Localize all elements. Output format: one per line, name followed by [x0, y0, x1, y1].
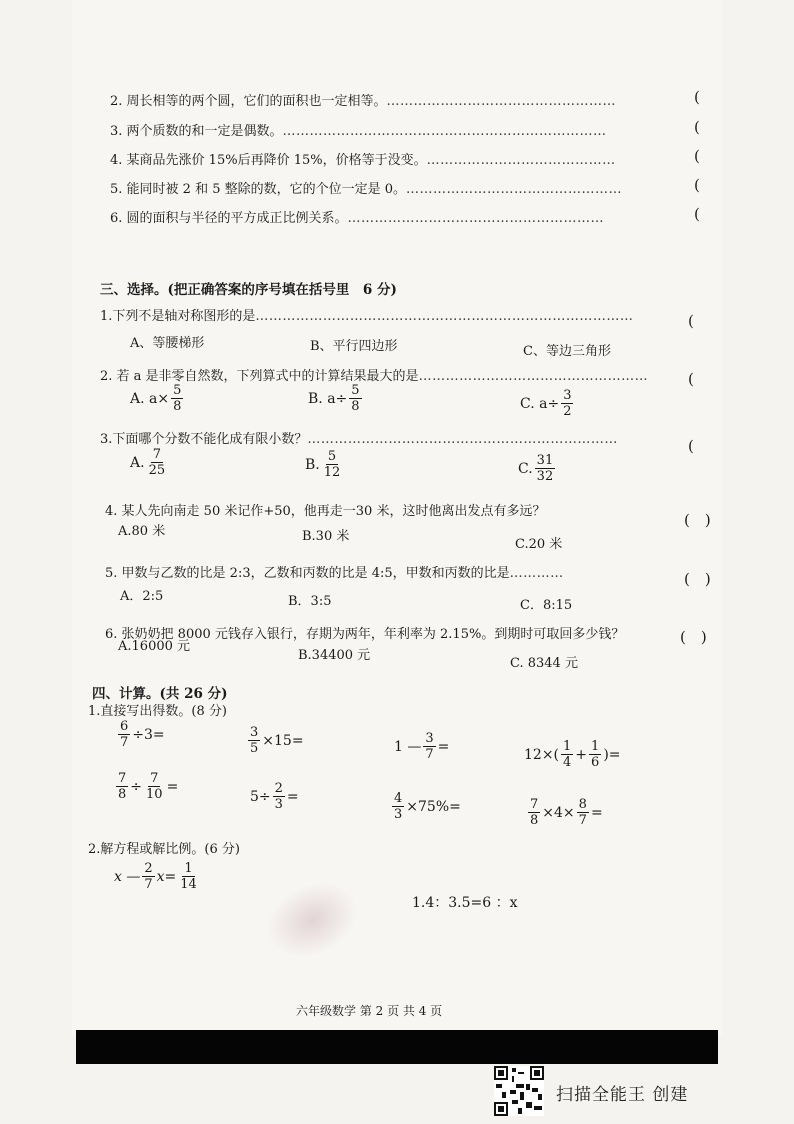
denominator: 8	[118, 787, 127, 802]
answer-paren[interactable]: (	[694, 118, 700, 136]
fraction	[392, 792, 404, 821]
option-c: C.20 米	[515, 537, 563, 552]
denominator: 14	[180, 877, 197, 892]
option-prefix: C. a÷	[520, 395, 560, 412]
calc-rest: ×15=	[262, 732, 304, 749]
judge-item-4	[110, 149, 616, 168]
calc-rest: )=	[603, 746, 621, 763]
numerator: 1	[184, 861, 193, 876]
judge-item-5	[110, 178, 622, 197]
calc-prefix: 1 —	[394, 738, 422, 755]
numerator: 7	[530, 797, 539, 812]
calc-item-3	[394, 732, 449, 761]
calc-operator: ×4×	[542, 804, 575, 821]
denominator: 3	[394, 807, 403, 822]
option-b: B.30 米	[302, 529, 350, 544]
calc-item-8	[528, 798, 603, 827]
denominator: 6	[591, 755, 600, 770]
numerator: 2	[274, 781, 283, 796]
judge-text: 2. 周长相等的两个圆，它们的面积也一定相等。	[110, 94, 387, 109]
dot-leader: ………………………………………………………………	[282, 124, 607, 139]
scanner-watermark: 扫描全能王 创建	[556, 1085, 689, 1105]
equation-prefix: x —	[114, 868, 141, 885]
option-b	[308, 384, 362, 413]
answer-paren[interactable]: (	[694, 205, 700, 223]
fraction	[577, 798, 589, 827]
calc-item-5	[116, 772, 178, 801]
numerator: 7	[152, 447, 161, 462]
fraction	[322, 450, 343, 479]
calc-operator: ÷	[130, 778, 143, 795]
question-stem: 3.下面哪个分数不能化成有限小数？	[100, 432, 308, 447]
calc-item-6	[250, 782, 299, 811]
option-a	[130, 448, 167, 477]
denominator: 12	[323, 465, 341, 480]
calc-item-4	[524, 740, 621, 769]
answer-paren[interactable]: ( )	[680, 628, 707, 646]
numerator: 7	[150, 771, 159, 786]
dot-leader: ……………………………………………	[418, 369, 649, 384]
dot-leader: ……………………………………………………………	[307, 432, 618, 447]
option-a: A.16000 元	[118, 639, 191, 654]
calc-rest: =	[286, 788, 299, 805]
calc-rest: ÷3=	[132, 726, 165, 743]
judge-text: 4. 某商品先涨价 15%后再降价 15%，价格等于没变。	[110, 153, 427, 168]
option-a: A、等腰梯形	[130, 336, 205, 351]
fraction	[535, 454, 556, 483]
dot-leader: ……………………………………………	[386, 94, 617, 109]
question-stem: 2. 若 a 是非零自然数，下列算式中的计算结果最大的是	[100, 369, 419, 384]
choice-q2	[100, 365, 648, 384]
numerator: 2	[144, 861, 153, 876]
denominator: 7	[578, 813, 587, 828]
answer-paren[interactable]: (	[688, 312, 694, 330]
option-c: C. 8344 元	[510, 656, 578, 671]
choice-q3	[100, 428, 618, 447]
fraction	[171, 384, 183, 413]
denominator: 8	[351, 399, 360, 414]
option-c	[520, 389, 573, 418]
section-3-title: 三、选择。(把正确答案的序号填在括号里 6 分)	[100, 282, 397, 298]
option-b: B、平行四边形	[310, 339, 398, 354]
question-stem: 1.下列不是轴对称图形的是	[100, 309, 256, 324]
calc-item-1	[118, 720, 165, 749]
fraction	[589, 740, 601, 769]
numerator: 6	[120, 719, 129, 734]
option-a: A.80 米	[118, 524, 166, 539]
numerator: 7	[118, 771, 127, 786]
numerator: 31	[536, 453, 554, 468]
numerator: 5	[351, 383, 360, 398]
fraction	[528, 798, 540, 827]
choice-q4: 4. 某人先向南走 50 米记作+50，他再走一30 米，这时他离出发点有多远？	[105, 504, 546, 519]
fraction	[349, 384, 361, 413]
fraction	[142, 862, 154, 891]
denominator: 3	[274, 797, 283, 812]
denominator: 5	[250, 741, 259, 756]
judge-text: 5. 能同时被 2 和 5 整除的数，它的个位一定是 0。	[110, 182, 407, 197]
choice-q1	[100, 305, 633, 324]
dot-leader: …………………………………………………	[347, 211, 605, 226]
equation-1	[114, 862, 199, 891]
judge-text: 6. 圆的面积与半径的平方成正比例关系。	[110, 211, 348, 226]
dot-leader: …………………………………………………………………………	[255, 309, 634, 324]
denominator: 8	[173, 399, 182, 414]
fraction	[561, 389, 573, 418]
page-footer: 六年级数学 第 2 页 共 4 页	[296, 1004, 443, 1018]
numerator: 3	[563, 388, 572, 403]
option-b	[305, 450, 342, 479]
option-prefix: C.	[518, 460, 533, 477]
fraction	[561, 740, 573, 769]
fraction	[116, 772, 128, 801]
option-a	[130, 384, 183, 413]
calc-operator: +	[575, 746, 588, 763]
equation-2: 1.4：3.5=6 ：x	[412, 895, 518, 911]
choice-q6: 6. 张奶奶把 8000 元钱存入银行，存期为两年，年利率为 2.15%。到期时可取回多少钱？	[105, 627, 625, 642]
fraction	[248, 726, 260, 755]
numerator: 1	[563, 739, 572, 754]
answer-paren[interactable]: (	[688, 437, 694, 455]
numerator: 8	[578, 797, 587, 812]
scan-bar	[76, 1030, 718, 1064]
fraction	[178, 862, 199, 891]
question-stem: 5. 甲数与乙数的比是 2:3，乙数和丙数的比是 4:5，甲数和丙数的比是	[105, 566, 510, 581]
calc-rest: =	[437, 738, 450, 755]
numerator: 3	[250, 725, 259, 740]
calc-prefix: 5÷	[250, 788, 271, 805]
answer-paren[interactable]: (	[694, 147, 700, 165]
option-b: B.34400 元	[298, 648, 371, 663]
qr-code-icon	[494, 1066, 544, 1116]
calc-rest: =	[166, 778, 179, 795]
fraction	[118, 720, 130, 749]
numerator: 5	[327, 449, 337, 464]
denominator: 7	[144, 877, 153, 892]
option-c	[518, 454, 555, 483]
judge-item-3	[110, 120, 607, 139]
denominator: 8	[530, 813, 539, 828]
calc-rest: =	[590, 804, 603, 821]
option-c: C．8:15	[520, 598, 573, 613]
answer-paren[interactable]: ( )	[684, 570, 711, 588]
judge-item-2	[110, 90, 616, 109]
numerator: 1	[591, 739, 600, 754]
denominator: 32	[536, 469, 554, 484]
calc-subtitle-2: 2.解方程或解比例。(6 分)	[88, 842, 240, 857]
numerator: 4	[394, 791, 403, 806]
answer-paren[interactable]: (	[694, 88, 700, 106]
numerator: 5	[173, 383, 182, 398]
judge-item-6	[110, 207, 604, 226]
calc-subtitle-1: 1.直接写出得数。(8 分)	[88, 704, 227, 719]
option-prefix: B.	[305, 456, 320, 473]
option-a: A．2:5	[120, 589, 164, 604]
denominator: 4	[563, 755, 572, 770]
numerator: 3	[425, 731, 434, 746]
equation-mid: x=	[156, 868, 177, 885]
option-prefix: A. a×	[130, 390, 170, 407]
denominator: 10	[146, 787, 163, 802]
fraction	[423, 732, 435, 761]
dot-leader: …………………………………………	[406, 182, 623, 197]
choice-q5	[105, 562, 564, 581]
calc-rest: ×75%=	[406, 798, 461, 815]
fraction	[144, 772, 165, 801]
denominator: 25	[148, 463, 166, 478]
fraction	[147, 448, 168, 477]
answer-paren[interactable]: ( )	[684, 511, 711, 529]
calc-item-2	[248, 726, 304, 755]
calc-prefix: 12×(	[524, 746, 560, 763]
judge-text: 3. 两个质数的和一定是偶数。	[110, 124, 283, 139]
answer-paren[interactable]: (	[694, 176, 700, 194]
denominator: 7	[120, 735, 129, 750]
calc-item-7	[392, 792, 461, 821]
fraction	[273, 782, 285, 811]
denominator: 7	[425, 747, 434, 762]
option-c: C、等边三角形	[523, 344, 611, 359]
answer-paren[interactable]: (	[688, 370, 694, 388]
dot-leader: ……………………………………	[426, 153, 616, 168]
option-b: B．3:5	[288, 594, 332, 609]
option-prefix: A.	[130, 454, 145, 471]
dot-leader: …………	[509, 566, 564, 581]
denominator: 2	[563, 404, 572, 419]
section-4-title: 四、计算。(共 26 分)	[92, 686, 228, 702]
option-prefix: B. a÷	[308, 390, 348, 407]
